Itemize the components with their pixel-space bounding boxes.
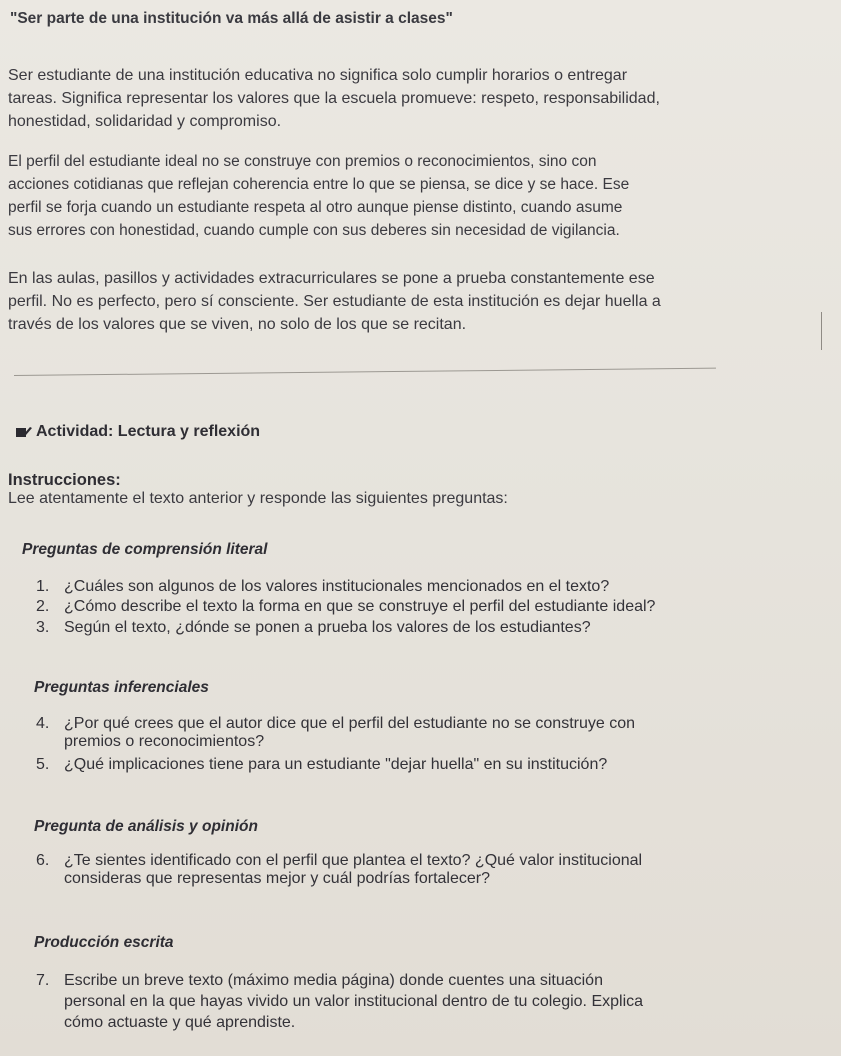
question-7 xyxy=(36,970,643,1033)
paragraph-line: sus errores con honestidad, cuando cumple con sus deberes sin necesidad de vigilancia. xyxy=(8,222,620,239)
section-heading-inferential: Preguntas inferenciales xyxy=(34,679,209,696)
paragraph-3 xyxy=(8,267,661,336)
question-2 xyxy=(36,598,655,616)
question-number: 2. xyxy=(36,598,50,615)
paragraph-line: perfil. No es perfecto, pero sí consciente. Ser estudiante de esta institución es dejar huella a xyxy=(8,293,661,310)
paragraph-line: En las aulas, pasillos y actividades extracurriculares se pone a prueba constantemente ese xyxy=(8,270,655,287)
question-number: 4. xyxy=(36,715,50,732)
question-text-continued: cómo actuaste y qué aprendiste. xyxy=(64,1014,296,1031)
question-3 xyxy=(36,619,591,637)
question-text: ¿Por qué crees que el autor dice que el perfil del estudiante no se construye con xyxy=(64,715,636,732)
question-text: Escribe un breve texto (máximo media página) donde cuentes una situación xyxy=(64,972,603,989)
question-text-continued: consideras que representas mejor y cuál podrías fortalecer? xyxy=(64,870,490,887)
paragraph-line: través de los valores que se viven, no solo de los que se recitan. xyxy=(8,316,467,333)
paragraph-line: El perfil del estudiante ideal no se construye con premios o reconocimientos, sino con xyxy=(8,153,597,170)
paragraph-1 xyxy=(8,64,660,133)
question-number: 6. xyxy=(36,852,50,869)
question-number: 7. xyxy=(36,972,50,989)
paragraph-line: perfil se forja cuando un estudiante respeta al otro aunque piense distinto, cuando asume xyxy=(8,199,623,216)
paragraph-line: honestidad, solidaridad y compromiso. xyxy=(8,113,282,130)
question-text: ¿Te sientes identificado con el perfil que plantea el texto? ¿Qué valor institucional xyxy=(64,852,643,869)
question-number: 5. xyxy=(36,756,50,773)
question-5 xyxy=(36,756,607,774)
question-text: ¿Cómo describe el texto la forma en que se construye el perfil del estudiante ideal? xyxy=(64,598,656,615)
activity-heading xyxy=(16,423,260,441)
question-text: ¿Cuáles son algunos de los valores institucionales mencionados en el texto? xyxy=(64,578,610,595)
paragraph-line: Ser estudiante de una institución educativa no significa solo cumplir horarios o entregar xyxy=(8,67,628,84)
instructions-text: Lee atentamente el texto anterior y responde las siguientes preguntas: xyxy=(8,490,508,507)
margin-mark xyxy=(821,312,822,350)
paragraph-line: tareas. Significa representar los valores que la escuela promueve: respeto, responsabilidad, xyxy=(8,90,660,107)
question-1 xyxy=(36,578,609,596)
section-heading-literal: Preguntas de comprensión literal xyxy=(22,541,268,558)
question-6 xyxy=(36,852,642,888)
section-divider xyxy=(14,368,716,376)
question-text: Según el texto, ¿dónde se ponen a prueba los valores de los estudiantes? xyxy=(64,619,591,636)
pencil-icon xyxy=(16,426,30,438)
question-text: ¿Qué implicaciones tiene para un estudiante "dejar huella" en su institución? xyxy=(64,756,608,773)
document-title: "Ser parte de una institución va más allá de asistir a clases" xyxy=(10,10,453,27)
instructions-heading: Instrucciones: xyxy=(8,471,121,489)
paragraph-2 xyxy=(8,150,629,242)
section-heading-analysis: Pregunta de análisis y opinión xyxy=(34,818,258,835)
question-text-continued: premios o reconocimientos? xyxy=(64,733,265,750)
question-number: 1. xyxy=(36,578,50,595)
section-heading-writing: Producción escrita xyxy=(34,934,174,951)
paragraph-line: acciones cotidianas que reflejan coherencia entre lo que se piensa, se dice y se hace. Ese xyxy=(8,176,630,193)
question-text-continued: personal en la que hayas vivido un valor institucional dentro de tu colegio. Explica xyxy=(64,993,644,1010)
question-number: 3. xyxy=(36,619,50,636)
activity-label: Actividad: Lectura y reflexión xyxy=(36,423,261,440)
question-4 xyxy=(36,715,635,751)
